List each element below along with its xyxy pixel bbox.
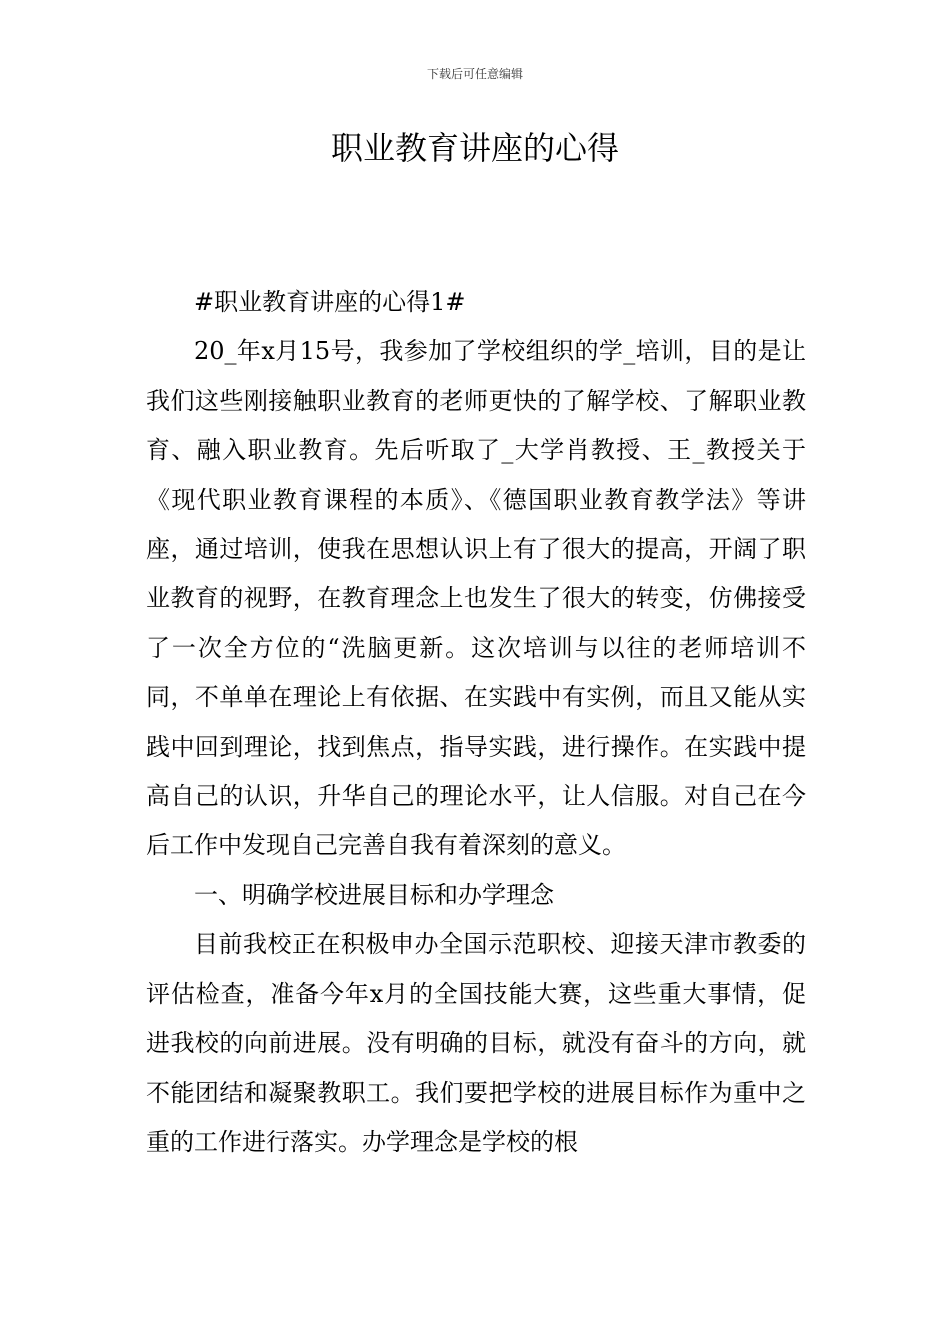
header-note: 下载后可任意编辑 [426,67,523,81]
document-body [146,278,806,1167]
subsection-heading-1: 一、明确学校进展目标和办学理念 [194,880,554,909]
paragraph-intro: 20_年x月15号，我参加了学校组织的学_培训，目的是让我们这些刚接触职业教育的老师更快的了解学校、了解职业教育、融入职业教育。先后听取了_大学肖教授、王_教授关于《现代职业教育课程的本质》、《德国职业教育教学法》等讲座，通过培训，使我在思想认识上有了很大的提高，开阔了职业教育的视野，在教育理念上也发生了很大的转变，仿佛接受了一次全方位的“洗脑更新。这次培训与以往的老师培训不同，不单单在理论上有依据、在实践中有实例，而且又能从实践中回到理论，找到焦点，指导实践，进行操作。在实践中提高自己的认识，升华自己的理论水平，让人信服。对自己在今后工作中发现自己完善自我有着深刻的意义。 [146,337,806,860]
section-heading-1: #职业教育讲座的心得1# [194,288,466,316]
document-title: 职业教育讲座的心得 [330,129,619,167]
paragraph-goals: 目前我校正在积极申办全国示范职校、迎接天津市教委的评估检查，准备今年x月的全国技能大赛，这些重大事情，促进我校的向前进展。没有明确的目标，就没有奋斗的方向，就不能团结和凝聚教职工。我们要把学校的进展目标作为重中之重的工作进行落实。办学理念是学校的根 [146,930,806,1156]
